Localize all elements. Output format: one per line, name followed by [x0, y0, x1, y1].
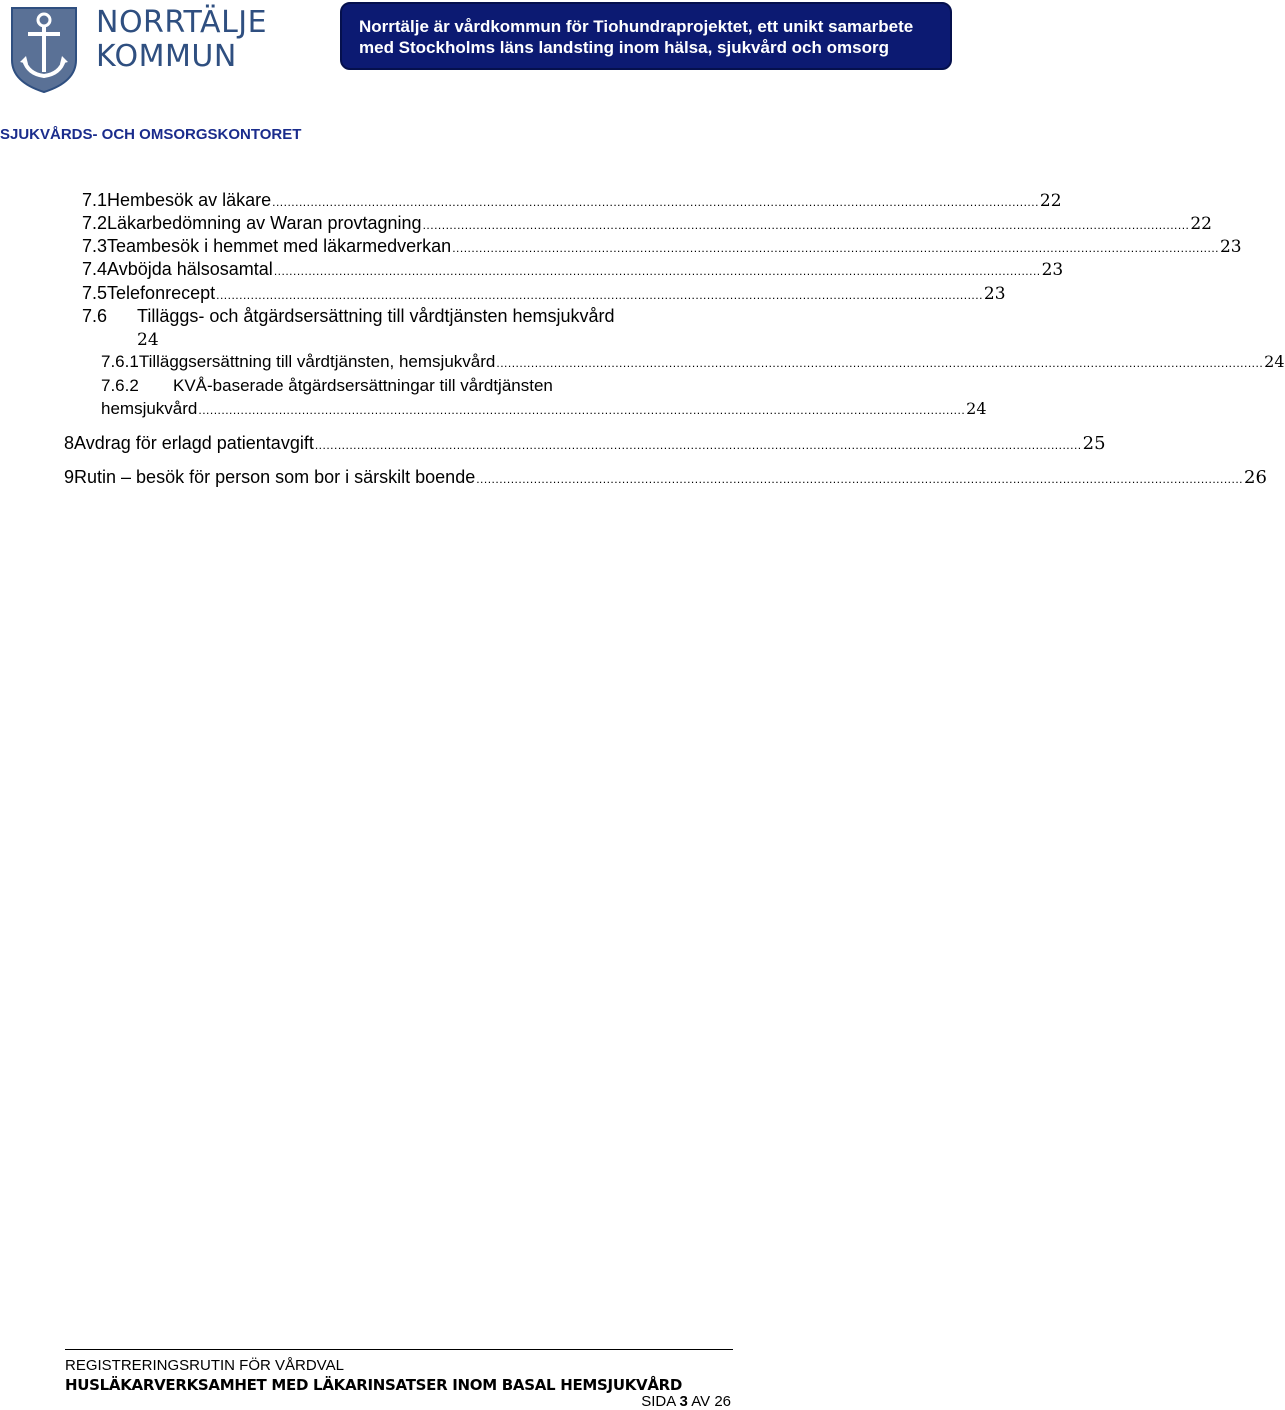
toc-entry-7-3[interactable]	[82, 236, 1242, 259]
toc-entry-7-2[interactable]	[82, 213, 1212, 236]
toc-number: 8	[64, 433, 75, 453]
dot-leader: ........................................................................................................................................................................................................	[314, 438, 1082, 452]
page-separator: AV	[691, 1393, 711, 1410]
dot-leader: ........................................................................................................................................................................................................	[496, 356, 1264, 370]
toc-number: 7.6	[82, 306, 108, 326]
toc-number: 9	[64, 467, 75, 487]
toc-entry-7-6-2[interactable]	[101, 376, 729, 399]
page-prefix: SIDA	[641, 1393, 676, 1410]
toc-page-number: 24	[1264, 352, 1285, 371]
toc-page-number: 22	[1039, 191, 1062, 211]
dot-leader: ........................................................................................................................................................................................................	[476, 472, 1244, 486]
toc-page-number: 25	[1082, 433, 1106, 454]
wordmark-line-1: NORRTÄLJE	[96, 5, 268, 40]
toc-page-number: 23	[1041, 260, 1064, 280]
toc-entry-7-1[interactable]	[82, 190, 1062, 213]
toc-title: Tilläggsersättning till vårdtjänsten, hemsjukvård	[138, 352, 496, 371]
banner-line-2: med Stockholms läns landsting inom hälsa, sjukvård och omsorg	[359, 38, 889, 57]
toc-title: Avdrag för erlagd patientavgift	[74, 433, 314, 453]
footer-line-1: REGISTRERINGSRUTIN FÖR VÅRDVAL	[65, 1357, 344, 1374]
toc-number: 7.1	[82, 190, 108, 210]
toc-entry-7-6[interactable]	[82, 306, 729, 329]
toc-entry-7-4[interactable]	[82, 259, 1064, 282]
dot-leader: ........................................................................................................................................................................................................	[216, 288, 983, 302]
total-pages: 26	[714, 1393, 731, 1410]
toc-entry-7-6-2-continued[interactable]	[101, 399, 987, 419]
toc-title: Hembesök av läkare	[107, 190, 272, 210]
toc-title: Teambesök i hemmet med läkarmedverkan	[107, 236, 452, 256]
toc-entry-8[interactable]	[64, 433, 1106, 457]
dot-leader: ........................................................................................................................................................................................................	[452, 241, 1219, 255]
page-indicator	[641, 1393, 731, 1410]
dot-leader: ........................................................................................................................................................................................................	[422, 218, 1190, 232]
dot-leader: ........................................................................................................................................................................................................	[198, 403, 966, 417]
toc-title: Läkarbedömning av Waran provtagning	[107, 213, 422, 233]
toc-number: 7.6.1	[101, 352, 139, 371]
toc-entry-7-6-1[interactable]	[101, 352, 1285, 375]
toc-number: 7.4	[82, 259, 108, 279]
toc-entry-9[interactable]	[64, 467, 1267, 491]
toc-page-number: 23	[983, 284, 1006, 304]
toc-title-continued: hemsjukvård	[101, 399, 198, 418]
footer-divider	[65, 1349, 733, 1350]
toc-title: Avböjda hälsosamtal	[107, 259, 273, 279]
toc-number: 7.6.2	[101, 376, 139, 395]
department-heading: SJUKVÅRDS- OCH OMSORGSKONTORET	[0, 126, 302, 143]
toc-title: Tilläggs- och åtgärdsersättning till vårdtjänsten hemsjukvård	[137, 306, 615, 326]
dot-leader: ........................................................................................................................................................................................................	[272, 195, 1039, 209]
norrtalje-anchor-shield-logo	[8, 4, 80, 94]
toc-page-number: 24	[966, 399, 987, 418]
toc-number: 7.5	[82, 283, 108, 303]
toc-title: Telefonrecept	[107, 283, 216, 303]
wordmark-line-2: KOMMUN	[96, 39, 237, 74]
toc-page-number[interactable]: 24	[137, 330, 159, 350]
toc-entry-7-5[interactable]	[82, 283, 1006, 306]
toc-page-number: 23	[1219, 237, 1242, 257]
toc-page-number: 22	[1190, 214, 1212, 234]
footer-line-2: HUSLÄKARVERKSAMHET MED LÄKARINSATSER INOM BASAL HEMSJUKVÅRD	[65, 1376, 683, 1394]
header-banner	[340, 2, 952, 70]
toc-page-number: 26	[1244, 467, 1267, 488]
dot-leader: ........................................................................................................................................................................................................	[273, 264, 1041, 278]
banner-line-1: Norrtälje är vårdkommun för Tiohundraprojektet, ett unikt samarbete	[359, 17, 914, 36]
toc-number: 7.3	[82, 236, 108, 256]
municipality-wordmark	[96, 6, 267, 74]
toc-title: Rutin – besök för person som bor i särskilt boende	[74, 467, 476, 487]
current-page-number: 3	[679, 1393, 688, 1410]
toc-title: KVÅ-baserade åtgärdsersättningar till vårdtjänsten	[173, 376, 553, 395]
toc-number: 7.2	[82, 213, 108, 233]
